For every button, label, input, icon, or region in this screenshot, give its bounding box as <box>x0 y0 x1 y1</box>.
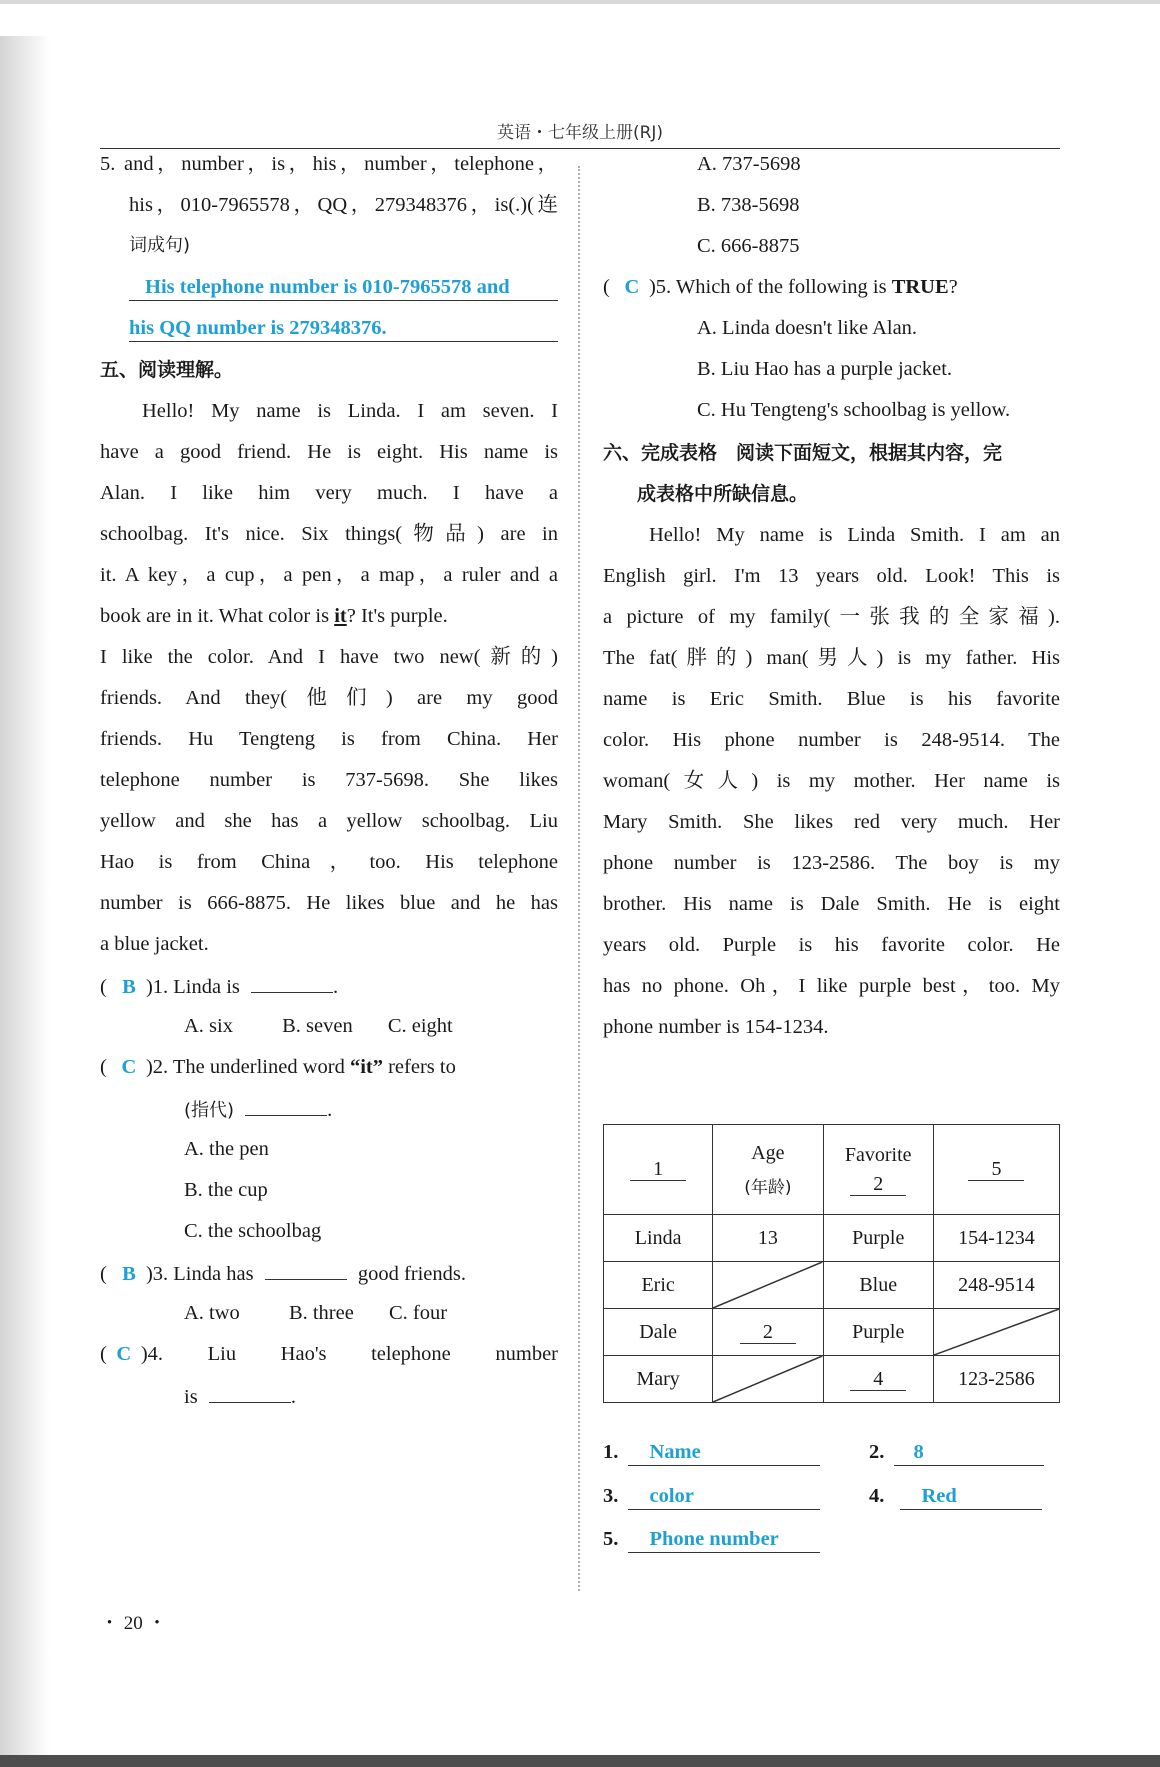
q2-stem-2: (指代) <box>184 1100 235 1121</box>
table-answer-4: 4. Red <box>869 1483 1042 1510</box>
table-cell: 13 <box>713 1215 823 1262</box>
q2-blank <box>245 1095 327 1116</box>
passage2-line-3: a picture of my family(一张我的全家福). <box>603 606 1060 628</box>
passage1-line-7: I like the color. And I have two new(新的) <box>100 646 558 668</box>
table-header-name: 1 <box>604 1125 713 1215</box>
q1-answer: B <box>122 976 136 998</box>
q2-paren: ( <box>100 1056 107 1078</box>
table-cell: 123-2586 <box>933 1356 1059 1403</box>
table-cell-slashed <box>713 1356 823 1403</box>
passage1-line-1: Hello! My name is Linda. I am seven. I <box>142 400 558 422</box>
q2-stem-bold: “it” <box>349 1056 383 1078</box>
page-header: 英语・七年级上册(RJ) <box>496 123 664 143</box>
passage2-line-4: The fat(胖的) man(男人) is my father. His <box>603 647 1060 669</box>
passage1-line-6-after: ? It's purple. <box>346 605 448 627</box>
q2-answer: C <box>121 1056 137 1078</box>
q5r-option-c: C. Hu Tengteng's schoolbag is yellow. <box>697 399 1011 421</box>
page-number: ・ 20 ・ <box>100 1613 167 1634</box>
section6-title-2: 成表格中所缺信息。 <box>637 483 809 505</box>
table-answer-3: 3. color <box>603 1483 820 1510</box>
q5r-answer: C <box>624 276 640 298</box>
page-edge-shadow <box>0 36 50 1756</box>
question-4 <box>100 1341 558 1367</box>
q5r-stem-after: ? <box>948 276 958 298</box>
table-cell: 248-9514 <box>933 1262 1059 1309</box>
table-cell: Blue <box>823 1262 933 1309</box>
diagonal-slash <box>713 1262 822 1308</box>
q4-blank <box>209 1382 291 1403</box>
passage1-line-8: friends. And they(他们) are my good <box>100 687 558 709</box>
passage2-line-8: Mary Smith. She likes red very much. Her <box>603 811 1060 833</box>
q5-answer-2: his QQ number is 279348376. <box>129 317 387 339</box>
q5-answer-1: His telephone number is 010-7965578 and <box>145 276 510 298</box>
q2-stem-before: )2. The underlined word <box>145 1056 350 1078</box>
q5-answer-line-2 <box>129 315 558 342</box>
q5r-stem-before: )5. Which of the following is <box>648 276 892 298</box>
table-cell: Mary <box>604 1356 713 1403</box>
q2-stem-after: refers to <box>382 1056 456 1078</box>
table-cell-blank: 2 <box>713 1309 823 1356</box>
table-answer-1: 1. Name <box>603 1439 820 1466</box>
table-header-phone: 5 <box>933 1125 1059 1215</box>
passage2-line-1: Hello! My name is Linda Smith. I am an <box>649 524 1060 546</box>
diagonal-slash <box>934 1309 1059 1355</box>
passage2-line-9: phone number is 123-2586. The boy is my <box>603 852 1060 874</box>
q4-stem-2: is <box>184 1386 198 1408</box>
q1-option-b: B. seven <box>282 1015 353 1037</box>
passage1-line-2: have a good friend. He is eight. His name is <box>100 441 558 463</box>
passage2-line-7: woman(女人) is my mother. Her name is <box>603 770 1060 792</box>
table-row <box>604 1309 1060 1356</box>
q2-option-c: C. the schoolbag <box>184 1220 322 1242</box>
underlined-word-it: it <box>334 605 347 627</box>
question-1: ( B )1. Linda is . <box>100 972 338 1000</box>
passage2-line-2: English girl. I'm 13 years old. Look! This is <box>603 565 1060 587</box>
table-cell: Purple <box>823 1215 933 1262</box>
section5-title: 五、阅读理解。 <box>100 359 234 381</box>
top-rule <box>0 0 1160 4</box>
passage1-line-6 <box>100 603 448 629</box>
q2-line-2: (指代) . <box>184 1095 332 1124</box>
q4-line-2: is . <box>184 1382 296 1410</box>
passage1-line-6-before: book are in it. What color is <box>100 605 335 627</box>
table-cell-slashed <box>933 1309 1059 1356</box>
info-table <box>603 1124 1060 1403</box>
q5-answer-line-1 <box>129 274 558 301</box>
table-cell: 154-1234 <box>933 1215 1059 1262</box>
q3-options <box>184 1300 447 1326</box>
q5r-paren: ( <box>603 276 610 298</box>
table-cell-slashed <box>713 1262 823 1309</box>
q5-line-2: his，010-7965578，QQ，279348376，is(.)(连 <box>129 194 558 216</box>
q4-paren: ( <box>100 1343 107 1365</box>
passage1-line-5: it. A key，a cup，a pen，a map，a ruler and a <box>100 564 558 586</box>
q5r-stem-bold: TRUE <box>891 276 949 298</box>
table-cell: Linda <box>604 1215 713 1262</box>
q4-option-b: B. 738-5698 <box>697 194 800 216</box>
table-header-row <box>604 1125 1060 1215</box>
table-cell: Purple <box>823 1309 933 1356</box>
q2-option-b: B. the cup <box>184 1179 268 1201</box>
q3-option-a: A. two <box>184 1302 240 1324</box>
question-5 <box>603 274 958 300</box>
passage1-line-11: yellow and she has a yellow schoolbag. Liu <box>100 810 558 832</box>
passage1-line-3: Alan. I like him very much. I have a <box>100 482 558 504</box>
q2-option-a: A. the pen <box>184 1138 269 1160</box>
column-divider <box>578 166 580 1591</box>
passage2-line-10: brother. His name is Dale Smith. He is eight <box>603 893 1060 915</box>
q5-line-1: 5. and，number，is，his，number，telephone， <box>100 153 558 175</box>
passage2-line-12: has no phone. Oh，I like purple best，too. My <box>603 975 1060 997</box>
page <box>100 100 1060 1750</box>
q3-answer: B <box>122 1263 136 1285</box>
q3-option-b: B. three <box>288 1302 354 1324</box>
table-row <box>604 1262 1060 1309</box>
bottom-bar <box>0 1755 1160 1767</box>
q1-options <box>184 1013 453 1039</box>
table-cell: Eric <box>604 1262 713 1309</box>
q4-stem: )4. Liu Hao's telephone number <box>140 1343 558 1365</box>
table-answer-2: 2. 8 <box>869 1439 1044 1466</box>
table-row <box>604 1356 1060 1403</box>
passage1-line-13: number is 666-8875. He likes blue and he has <box>100 892 558 914</box>
passage1-line-10: telephone number is 737-5698. She likes <box>100 769 558 791</box>
q4-option-a: A. 737-5698 <box>697 153 801 175</box>
passage1-line-14: a blue jacket. <box>100 933 209 955</box>
q3-stem: )3. Linda has <box>145 1263 254 1285</box>
passage1-line-4: schoolbag. It's nice. Six things(物品) are in <box>100 523 558 545</box>
table-header-favorite: Favorite 2 <box>823 1125 933 1215</box>
q1-paren: ( <box>100 976 107 998</box>
q1-blank <box>251 972 333 993</box>
passage2-line-6: color. His phone number is 248-9514. The <box>603 729 1060 751</box>
q4-answer: C <box>116 1343 132 1365</box>
q3-blank <box>265 1259 347 1280</box>
passage2-line-5: name is Eric Smith. Blue is his favorite <box>603 688 1060 710</box>
q5r-option-b: B. Liu Hao has a purple jacket. <box>697 358 953 380</box>
question-3 <box>100 1259 466 1287</box>
q3-stem-after: good friends. <box>357 1263 466 1285</box>
q3-option-c: C. four <box>388 1302 448 1324</box>
q5-line-3: 词成句) <box>129 235 191 256</box>
table-cell: Dale <box>604 1309 713 1356</box>
table-answer-5: 5. Phone number <box>603 1526 820 1553</box>
q5r-option-a: A. Linda doesn't like Alan. <box>697 317 918 339</box>
passage2-line-13: phone number is 154-1234. <box>603 1016 829 1038</box>
header-rule <box>100 148 1060 149</box>
section6-title-1: 六、完成表格 阅读下面短文，根据其内容，完 <box>603 442 1003 464</box>
table-cell-blank: 4 <box>823 1356 933 1403</box>
q1-option-a: A. six <box>184 1015 233 1037</box>
table-header-age: Age (年龄) <box>713 1125 823 1215</box>
question-2 <box>100 1054 558 1080</box>
q4-option-c: C. 666-8875 <box>697 235 800 257</box>
passage2-line-11: years old. Purple is his favorite color. He <box>603 934 1060 956</box>
q1-option-c: C. eight <box>387 1015 453 1037</box>
q3-paren: ( <box>100 1263 107 1285</box>
diagonal-slash <box>713 1356 822 1402</box>
table-row <box>604 1215 1060 1262</box>
q1-stem: )1. Linda is <box>145 976 240 998</box>
passage1-line-12: Hao is from China，too. His telephone <box>100 851 558 873</box>
passage1-line-9: friends. Hu Tengteng is from China. Her <box>100 728 558 750</box>
